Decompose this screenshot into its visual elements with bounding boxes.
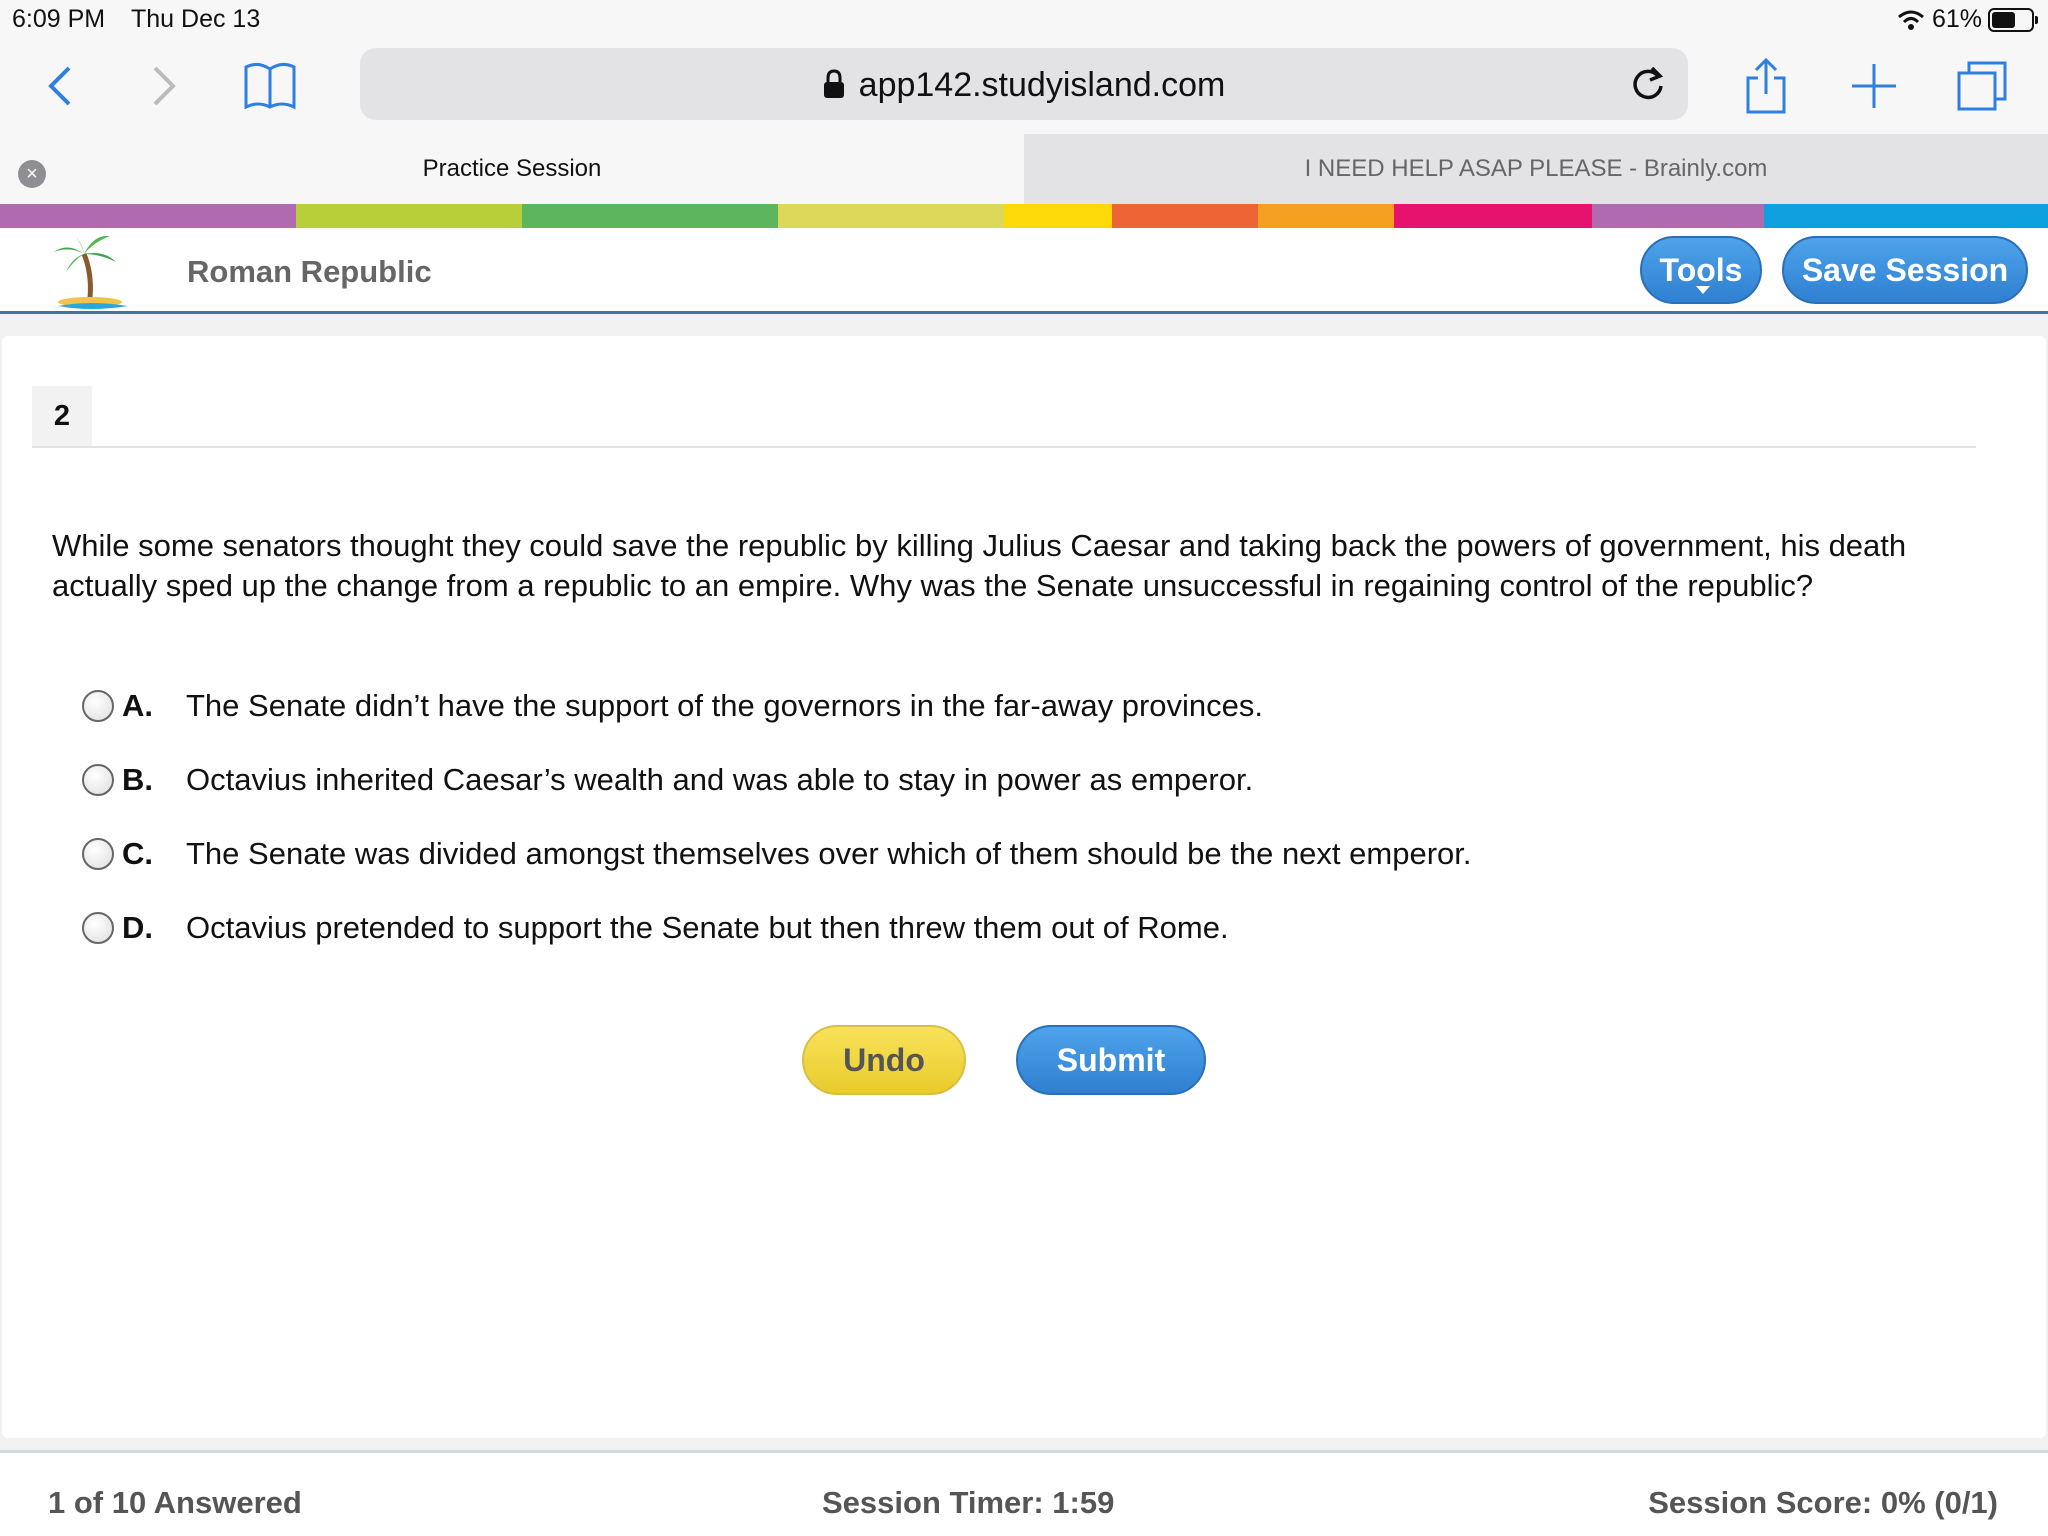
tools-label: Tools — [1659, 251, 1743, 288]
choice-c[interactable] — [82, 832, 1472, 876]
url-text: app142.studyisland.com — [858, 66, 1226, 104]
lock-icon — [823, 69, 845, 99]
radio-button[interactable] — [82, 912, 114, 944]
question-text: While some senators thought they could save the republic by killing Julius Caesar and taking back the powers of government, his death actually sped up the change from a republic to an empire. Why was the Senate unsuccessful in regaining control of the republic? — [52, 528, 1907, 603]
status-time: 6:09 PM — [12, 5, 106, 33]
choice-b[interactable] — [82, 758, 1253, 802]
question-card — [2, 336, 2046, 1438]
status-right — [1896, 5, 2034, 34]
share-icon[interactable] — [1736, 56, 1796, 116]
choice-text[interactable]: Octavius pretended to support the Senate but then threw them out of Rome. — [186, 910, 1229, 945]
stripe-segment — [0, 204, 296, 228]
choice-letter: A. — [122, 688, 153, 723]
tools-button[interactable] — [1640, 236, 1762, 304]
color-stripe — [0, 204, 2048, 228]
bookmarks-icon[interactable] — [240, 56, 300, 116]
tab-label: Practice Session — [422, 155, 602, 182]
tabs-icon[interactable] — [1952, 56, 2012, 116]
choice-letter: B. — [122, 762, 153, 797]
choice-text[interactable]: The Senate didn’t have the support of the governors in the far-away provinces. — [186, 688, 1264, 723]
stripe-segment — [522, 204, 778, 228]
radio-button[interactable] — [82, 764, 114, 796]
battery-icon — [1988, 8, 2034, 32]
palm-tree-logo-icon — [48, 228, 134, 312]
radio-button[interactable] — [82, 690, 114, 722]
stripe-segment — [296, 204, 522, 228]
stripe-segment — [1394, 204, 1592, 228]
answered-count: 1 of 10 Answered — [48, 1485, 302, 1520]
tab-bar — [0, 134, 2048, 204]
divider — [32, 446, 1976, 448]
reload-icon[interactable] — [1628, 62, 1668, 111]
submit-button[interactable]: Submit — [1016, 1025, 1206, 1095]
stripe-segment — [1592, 204, 1764, 228]
caret-down-icon — [1696, 286, 1710, 294]
address-bar[interactable] — [360, 48, 1688, 120]
status-bar — [0, 0, 2048, 38]
save-session-button[interactable]: Save Session — [1782, 236, 2028, 304]
question-number: 2 — [32, 386, 92, 446]
stripe-segment — [1112, 204, 1258, 228]
choice-letter: C. — [122, 836, 153, 871]
choice-text[interactable]: The Senate was divided amongst themselves over which of them should be the next emperor. — [186, 836, 1472, 871]
tab-label: I NEED HELP ASAP PLEASE - Brainly.com — [1304, 155, 1768, 182]
status-date: Thu Dec 13 — [131, 5, 261, 33]
wifi-icon — [1896, 8, 1926, 32]
choice-letter: D. — [122, 910, 153, 945]
close-tab-icon[interactable]: × — [18, 160, 46, 188]
tab-practice-session[interactable] — [0, 134, 1024, 204]
choice-a[interactable] — [82, 684, 1263, 728]
battery-percent: 61% — [1931, 5, 1982, 33]
tab-brainly[interactable] — [1024, 134, 2048, 204]
stripe-segment — [1764, 204, 2048, 228]
session-score: Session Score: 0% (0/1) — [1648, 1485, 1998, 1520]
unit-title: Roman Republic — [187, 254, 432, 289]
back-icon[interactable] — [30, 56, 90, 116]
forward-icon[interactable] — [134, 56, 194, 116]
stripe-segment — [1004, 204, 1112, 228]
session-timer: Session Timer: 1:59 — [822, 1485, 1115, 1520]
browser-toolbar — [0, 38, 2048, 134]
session-footer — [0, 1450, 2048, 1536]
stripe-segment — [1258, 204, 1394, 228]
stripe-segment — [778, 204, 1004, 228]
choice-d[interactable] — [82, 906, 1229, 950]
choice-text[interactable]: Octavius inherited Caesar’s wealth and was able to stay in power as emperor. — [186, 762, 1254, 797]
app-header — [0, 228, 2048, 314]
undo-button[interactable]: Undo — [802, 1025, 966, 1095]
new-tab-icon[interactable] — [1844, 56, 1904, 116]
radio-button[interactable] — [82, 838, 114, 870]
